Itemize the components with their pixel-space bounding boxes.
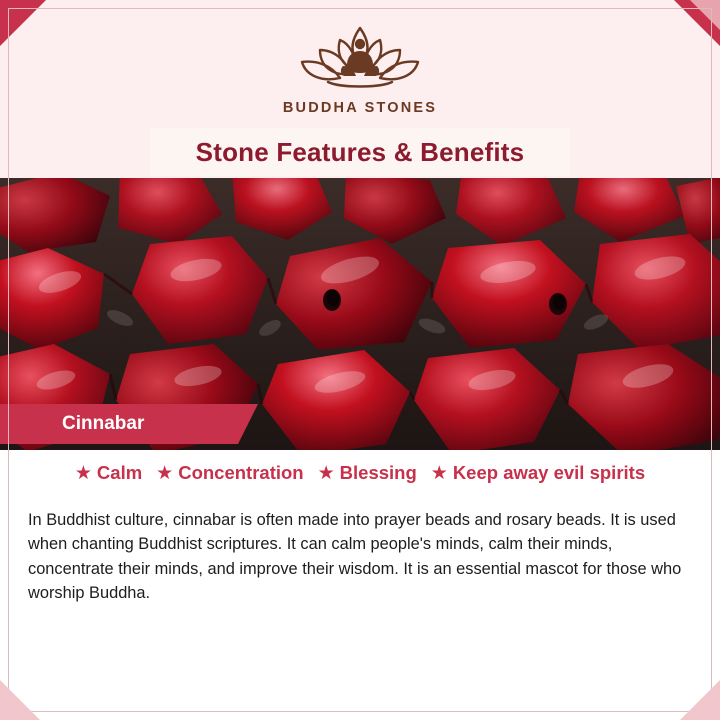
description-text: In Buddhist culture, cinnabar is often made into prayer beads and rosary beads. It is used when chanting Buddhist scriptures. It can calm people's minds, calm their minds, concentrate their minds, and improve their wisdom. It is an essential mascot for those who worship Buddha.	[28, 511, 682, 602]
card-border	[8, 8, 712, 712]
stone-name-label: Cinnabar	[62, 413, 145, 434]
star-icon: ★	[156, 462, 174, 484]
corner-decoration-bottom-left	[0, 680, 40, 720]
corner-decoration-bottom-right	[680, 680, 720, 720]
benefit-label: Concentration	[178, 462, 304, 483]
star-icon: ★	[430, 462, 448, 484]
star-icon: ★	[74, 462, 92, 484]
benefit-label: Keep away evil spirits	[452, 462, 646, 483]
benefit-label: Blessing	[339, 462, 417, 483]
page-title: Stone Features & Benefits	[195, 136, 525, 167]
star-icon: ★	[317, 462, 335, 484]
benefit-label: Calm	[96, 462, 143, 483]
brand-name: BUDDHA STONES	[282, 100, 438, 116]
